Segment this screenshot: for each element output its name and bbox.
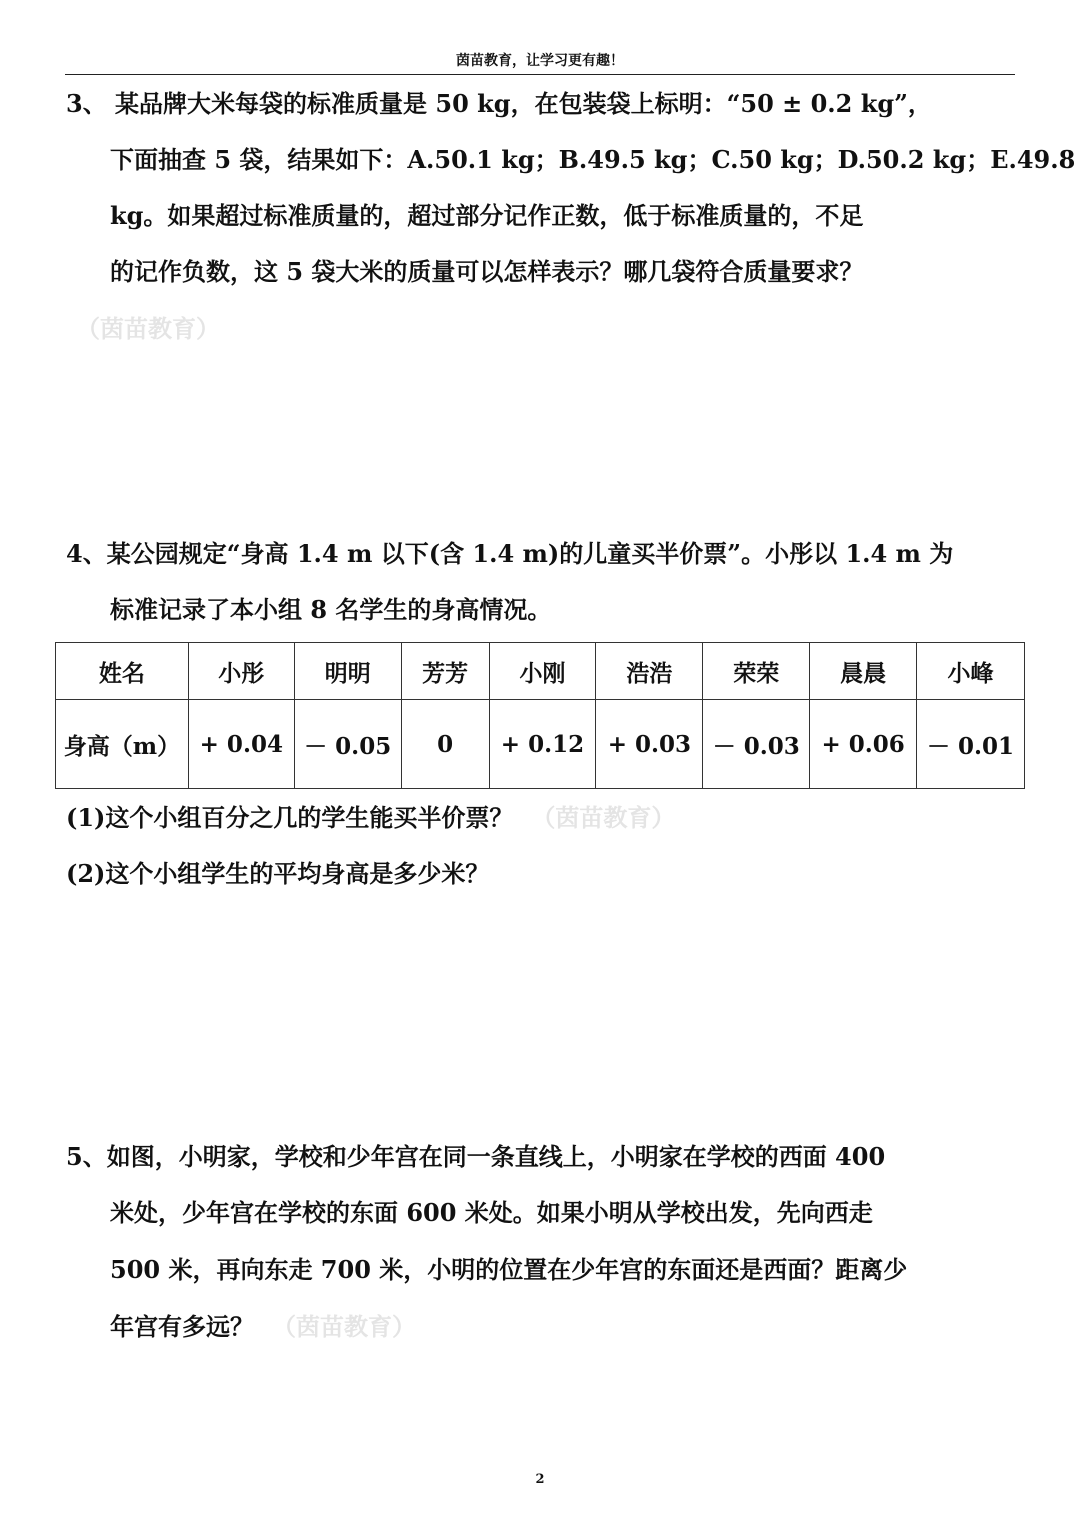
problem3-line-4: 的记作负数，这 5 袋大米的质量可以怎样表示？哪几袋符合质量要求？: [110, 257, 864, 286]
problem4-question-1: [66, 802, 675, 834]
table-cell: － 0.05: [294, 700, 401, 789]
header-divider: [65, 74, 1015, 75]
table-cell: 0: [401, 700, 489, 789]
page-header: 茵苗教育，让学习更有趣！: [456, 53, 624, 69]
table-cell: 浩浩: [596, 643, 703, 700]
table-cell: 小彤: [188, 643, 294, 700]
table-cell: 身高（m）: [56, 700, 189, 789]
problem4-question-2: (2)这个小组学生的平均身高是多少米？: [66, 859, 490, 888]
problem5-line-3: 500 米，再向东走 700 米，小明的位置在少年宫的东面还是西面？距离少: [110, 1255, 908, 1284]
table-cell: 姓名: [56, 643, 189, 700]
table-cell: + 0.12: [489, 700, 596, 789]
table-cell: 明明: [294, 643, 401, 700]
question-1-watermark: （茵苗教育）: [531, 803, 676, 832]
table-cell: 小峰: [917, 643, 1025, 700]
table-cell: 荣荣: [703, 643, 810, 700]
problem5-watermark: （茵苗教育）: [272, 1312, 416, 1341]
problem3-line-2: 下面抽查 5 袋，结果如下：A.50.1 kg；B.49.5 kg；C.50 kg；D.50.2 kg；E.49.8: [110, 145, 1076, 174]
table-header-row: [56, 643, 1025, 700]
problem5-line-4: [110, 1311, 416, 1343]
table-row: [56, 700, 1025, 789]
table-cell: + 0.04: [188, 700, 294, 789]
table-cell: + 0.03: [596, 700, 703, 789]
problem4-line-2: 标准记录了本小组 8 名学生的身高情况。: [110, 595, 552, 624]
problem3-line-3: kg。如果超过标准质量的，超过部分记作正数，低于标准质量的，不足: [110, 201, 864, 230]
table-cell: + 0.06: [810, 700, 917, 789]
table-cell: － 0.03: [703, 700, 810, 789]
problem5-line-2: 米处，少年宫在学校的东面 600 米处。如果小明从学校出发，先向西走: [110, 1198, 873, 1227]
table-cell: 芳芳: [401, 643, 489, 700]
table-cell: 小刚: [489, 643, 596, 700]
table-cell: 晨晨: [810, 643, 917, 700]
problem3-line-1: 3、 某品牌大米每袋的标准质量是 50 kg，在包装袋上标明：“50 ± 0.2 kg”，: [66, 89, 932, 118]
page-number: 2: [535, 1472, 545, 1487]
problem3-watermark: （茵苗教育）: [76, 314, 220, 343]
problem4-line-1: 4、某公园规定“身高 1.4 m 以下(含 1.4 m)的儿童买半价票”。小彤以 1.4 m 为: [66, 539, 954, 568]
problem5-line-1: 5、如图，小明家，学校和少年宫在同一条直线上，小明家在学校的西面 400: [66, 1142, 886, 1171]
height-table: [55, 642, 1025, 789]
table-cell: － 0.01: [917, 700, 1025, 789]
question-1-text: (1)这个小组百分之几的学生能买半价票？: [66, 803, 514, 832]
problem5-line-4-text: 年宫有多远？: [110, 1312, 254, 1341]
